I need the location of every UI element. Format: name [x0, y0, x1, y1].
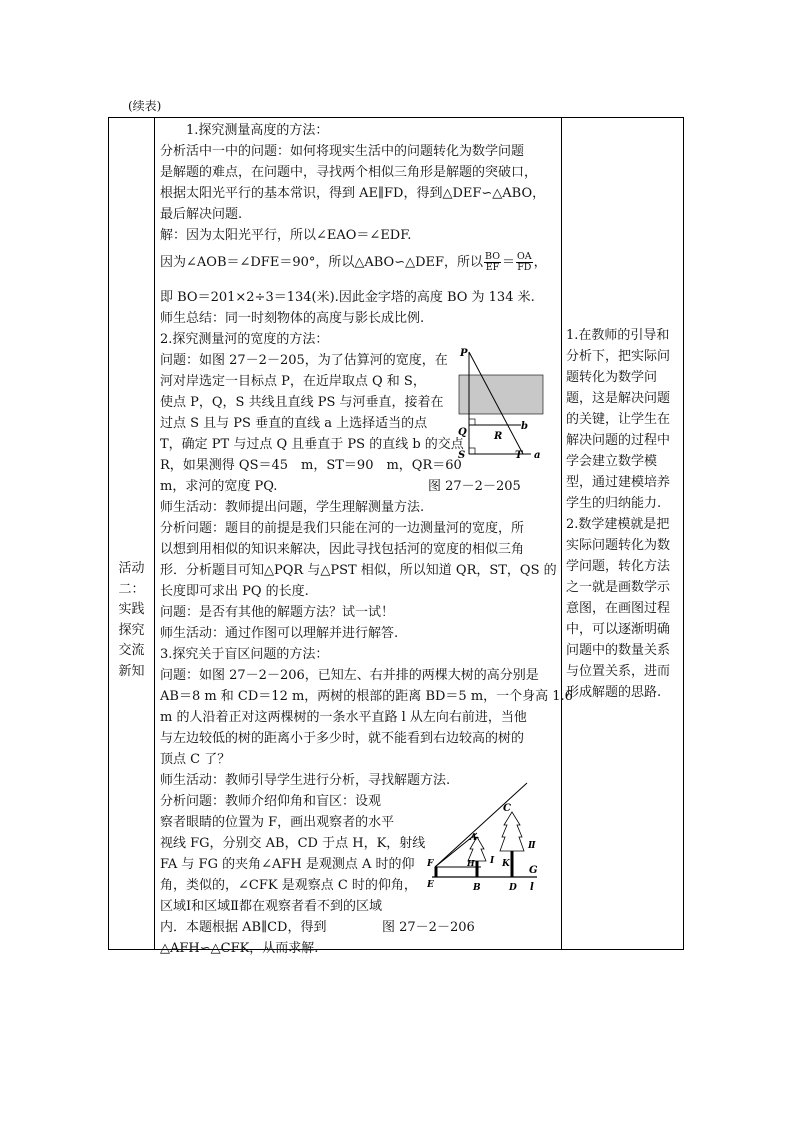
region-label-ii: Ⅱ — [528, 841, 536, 851]
line-label-b: b — [521, 421, 528, 432]
section-heading-3: 3.探究关于盲区问题的方法： — [160, 647, 329, 662]
activity-label: 活动 二： 实践 探究 交流 新知 — [118, 561, 145, 679]
point-label-k: K — [502, 859, 510, 869]
content-line: 过点 S 且与 PS 垂直的直线 a 上选择适当的点 — [160, 416, 428, 431]
point-label-t: T — [515, 450, 523, 459]
line-label-a: a — [534, 450, 541, 459]
content-line: 师生活动：通过作图可以理解并进行解答. — [160, 626, 399, 641]
content-line: 根据太阳光平行的基本常识，得到 AE∥FD，得到△DEF∽△ABO， — [160, 186, 546, 201]
content-line: 最后解决问题. — [160, 207, 243, 222]
river-region — [459, 375, 543, 414]
fraction: $\frac{BO}{EF}$ — [485, 251, 500, 273]
point-label-f: F — [427, 859, 434, 869]
content-line: 河对岸选定一目标点 P，在近岸取点 Q 和 S， — [160, 374, 426, 389]
content-line: 形．分析题目可知△PQR 与△PST 相似，所以知道 QR，ST，QS 的 — [160, 563, 557, 578]
content-line: 问题：如图 27－2－205，为了估算河的宽度，在 — [160, 353, 448, 368]
continuation-label: (续表) — [128, 99, 162, 113]
content-line: 师生活动：教师引导学生进行分析，寻找解题方法. — [160, 773, 451, 788]
content-line: 长度即可求出 PQ 的长度. — [160, 584, 309, 599]
fraction: $\frac{OA}{FD}$ — [517, 251, 532, 273]
point-label-c: C — [503, 803, 511, 814]
right-angle-mark — [469, 419, 475, 425]
content-line: 是解题的难点，在问题中，寻找两个相似三角形是解题的突破口， — [160, 165, 538, 180]
content-line: 解：因为太阳光平行，所以∠EAO＝∠EDF. — [160, 228, 412, 243]
figure-caption-206: 图 27－2－206 — [382, 920, 475, 935]
figure-blind-zone — [427, 781, 539, 899]
column-divider — [561, 118, 562, 949]
section-heading-1: 1.探究测量高度的方法： — [186, 123, 329, 138]
content-line: 与左边较低的树的距离小于多少时，就不能看到右边较高的树的 — [160, 731, 525, 746]
line-label-l: l — [530, 882, 534, 893]
teacher-notes: 1.在教师的引导和分析下，把实际问题转化为数学问题，这是解决问题的关键，让学生在解决问题的过程中学会建立数学模型，通过建模培养学生的归纳能力. 2.数学建模就是把实际问题转化为数学问题，转化方法之一就是画数学示意图，在画图过程中，可以逐渐明确问题中的数量关系与位置关系，进而形成解题的思路. — [566, 328, 671, 700]
content-line: T，确定 PT 与过点 Q 且垂直于 PS 的直线 b 的交点 — [160, 437, 464, 452]
point-label-d: D — [509, 883, 517, 893]
content-line: FA 与 FG 的夹角∠AFH 是观测点 A 时的仰 — [160, 857, 415, 872]
point-label-b: B — [473, 883, 481, 893]
point-label-s: S — [458, 450, 466, 459]
content-line: 区域Ⅰ和区域Ⅱ都在观察者看不到的区域 — [160, 899, 382, 914]
section-heading-2: 2.探究测量河的宽度的方法： — [160, 332, 329, 347]
content-line: 角，类似的，∠CFK 是观察点 C 时的仰角， — [160, 878, 417, 893]
tree-cd-crown — [500, 812, 524, 851]
content-line: 以想到用相似的知识来解决，因此寻找包括河的宽度的相似三角 — [160, 542, 525, 557]
content-line: 师生总结：同一时刻物体的高度与影长成比例. — [160, 311, 425, 326]
content-line: 使点 P，Q，S 共线且直线 PS 与河垂直，接着在 — [160, 395, 444, 410]
content-line: 察者眼睛的位置为 F，画出观察者的水平 — [160, 815, 395, 830]
point-label-p: P — [460, 348, 468, 359]
region-label-i: Ⅰ — [490, 856, 495, 866]
point-label-r: R — [494, 431, 503, 442]
point-label-e: E — [427, 880, 434, 890]
lesson-table — [108, 117, 684, 956]
point-label-h: H — [467, 858, 475, 868]
content-line: m 的人沿着正对这两棵树的一条水平直路 l 从左向右前进，当他 — [160, 710, 527, 725]
content-line: △AFH∽△CFK，从而求解. — [160, 941, 319, 956]
point-label-q: Q — [458, 427, 467, 438]
right-angle-mark — [469, 448, 475, 454]
figure-caption-205: 图 27－2－205 — [428, 479, 521, 494]
content-line: 分析活中一中的问题：如何将现实生活中的问题转化为数学问题 — [160, 144, 525, 159]
column-divider — [154, 118, 155, 949]
point-label-a: A — [470, 833, 477, 843]
content-line: 即 BO＝201×2÷3＝134(米).因此金字塔的高度 BO 为 134 米. — [160, 290, 535, 305]
content-line: 视线 FG，分别交 AB，CD 于点 H，K，射线 — [160, 836, 426, 851]
content-line: 顶点 C 了？ — [160, 752, 231, 767]
content-line: 分析问题：题目的前提是我们只能在河的一边测量河的宽度，所 — [160, 521, 525, 536]
content-line: 内．本题根据 AB∥CD，得到 — [160, 920, 327, 935]
content-line: R，如果测得 QS＝45 m，ST＝90 m，QR＝60 — [160, 458, 462, 473]
point-label-g: G — [529, 865, 538, 876]
content-line: AB＝8 m 和 CD＝12 m，两树的根部的距离 BD＝5 m，一个身高 1.6 — [160, 689, 573, 704]
content-line: 师生活动：教师提出问题，学生理解测量方法. — [160, 500, 425, 515]
content-line-with-fraction: 因为∠AOB＝∠DFE＝90°，所以△ABO∽△DEF，所以 $\frac{BO}{EF}$ ＝ $\frac{OA}{FD}$ ， — [160, 251, 547, 273]
content-line: 问题：是否有其他的解题方法？试一试！ — [160, 605, 395, 620]
content-line: 问题：如图 27－2－206，已知左、右并排的两棵大树的高分别是 — [160, 668, 539, 683]
content-line: m，求河的宽度 PQ. — [160, 479, 278, 494]
content-line: 分析问题：教师介绍仰角和盲区：设观 — [160, 794, 382, 809]
figure-river-width — [457, 347, 547, 459]
